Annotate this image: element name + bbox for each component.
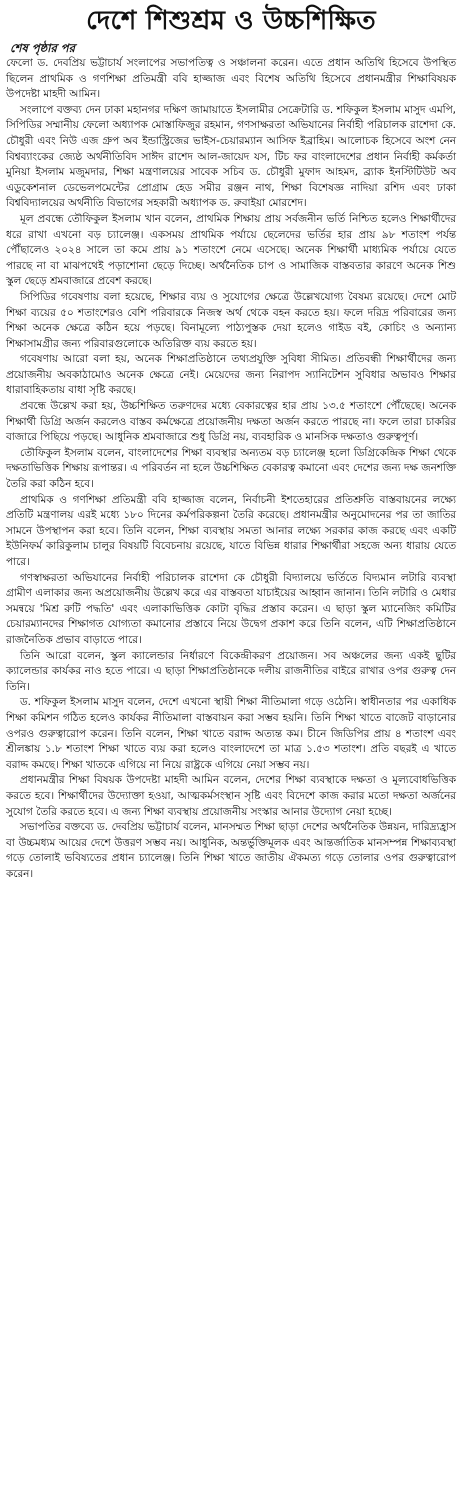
article-paragraph: প্রবন্ধে উল্লেখ করা হয়, উচ্চশিক্ষিত তরুণদের মধ্যে বেকারত্বের হার প্রায় ১৩.৫ শতাংশে পৌঁছেছে। অনেক শিক্ষার্থী ডিগ্রি অর্জন করলেও বাস্তব কর্মক্ষেত্রে প্রয়োজনীয় দক্ষতা অর্জন করতে পারছে না। ফলে তারা চাকরির বাজারে পিছিয়ে পড়ছে। আধুনিক শ্রমবাজারে শুধু ডিগ্রি নয়, ব্যবহারিক ও মানসিক দক্ষতাও গুরুত্বপূর্ণ। <box>6 400 456 444</box>
article-body <box>6 56 456 882</box>
article-paragraph: প্রধানমন্ত্রীর শিক্ষা বিষয়ক উপদেষ্টা মাহদী আমিন বলেন, দেশের শিক্ষা ব্যবস্থাকে দক্ষতা ও মূল্যবোধভিত্তিক করতে হবে। শিক্ষার্থীদের উদ্যোক্তা হওয়া, আত্মকর্মসংস্থান সৃষ্টি এবং বিদেশে কাজ করার মতো দক্ষতা অর্জনের সুযোগ তৈরি করতে হবে। এ জন্য শিক্ষা ব্যবস্থায় প্রয়োজনীয় সংস্কার আনার উদ্যোগ নেয়া হচ্ছে। <box>6 774 456 818</box>
article-paragraph: গবেষণায় আরো বলা হয়, অনেক শিক্ষাপ্রতিষ্ঠানে তথ্যপ্রযুক্তি সুবিধা সীমিত। প্রতিবন্ধী শিক্ষার্থীদের জন্য প্রয়োজনীয় অবকাঠামোও অনেক ক্ষেত্রে নেই। মেয়েদের জন্য নিরাপদ স্যানিটেশন সুবিধার অভাবও শিক্ষার ধারাবাহিকতায় বাধা সৃষ্টি করছে। <box>6 353 456 397</box>
article-paragraph: সংলাপে বক্তব্য দেন ঢাকা মহানগর দক্ষিণ জামায়াতে ইসলামীর সেক্রেটারি ড. শফিকুল ইসলাম মাসুদ এমপি, সিপিডির সম্মানীয় ফেলো অধ্যাপক মোস্তাফিজুর রহমান, গণসাক্ষরতা অভিযানের নির্বাহী পরিচালক রাশেদা কে. চৌধুরী এবং নিউ এজ গ্রুপ অব ইন্ডাস্ট্রিজের ভাইস-চেয়ারম্যান আসিফ ইব্রাহিম। আলোচক হিসেবে অংশ নেন বিশ্বব্যাংকের জ্যেষ্ঠ অর্থনীতিবিদ সাঈদ রাশেদ আল-জায়েদ যস, টিচ ফর বাংলাদেশের প্রধান নির্বাহী কর্মকর্তা মুনিয়া ইসলাম মজুমদার, শিক্ষা মন্ত্রণালয়ের সাবেক সচিব ড. চৌধুরী মুফাদ আহমদ, ব্র্যাক ইনস্টিটিউট অব এডুকেশনাল ডেভেলপমেন্টের প্রোগ্রাম হেড সমীর রঞ্জন নাথ, শিক্ষা বিশেষজ্ঞ নাদিয়া রশিদ এবং ঢাকা বিশ্ববিদ্যালয়ের অর্থনীতি বিভাগের সহকারী অধ্যাপক ড. রুবাইয়া মোরশেদ। <box>6 103 456 210</box>
article-paragraph: ফেলো ড. দেবপ্রিয় ভট্টাচার্য সংলাপের সভাপতিত্ব ও সঞ্চালনা করেন। এতে প্রধান অতিথি হিসেবে উপস্থিত ছিলেন প্রাথমিক ও গণশিক্ষা প্রতিমন্ত্রী ববি হাজ্জাজ এবং বিশেষ অতিথি হিসেবে প্রধানমন্ত্রীর শিক্ষাবিষয়ক উপদেষ্টা মাহদী আমিন। <box>6 57 456 101</box>
article-paragraph: তিনি আরো বলেন, স্কুল ক্যালেন্ডার নির্ধারণে বিকেন্দ্রীকরণ প্রয়োজন। সব অঞ্চলের জন্য একই ছুটির ক্যালেন্ডার কার্যকর নাও হতে পারে। এ ছাড়া শিক্ষাপ্রতিষ্ঠানকে দলীয় রাজনীতির বাইরে রাখার ওপর গুরুত্ব দেন তিনি। <box>6 649 456 693</box>
article-paragraph: তৌফিকুল ইসলাম বলেন, বাংলাদেশের শিক্ষা ব্যবস্থার অন্যতম বড় চ্যালেঞ্জ হলো ডিগ্রিকেন্দ্রিক শিক্ষা থেকে দক্ষতাভিত্তিক শিক্ষায় রূপান্তর। এ পরিবর্তন না হলে উচ্চশিক্ষিত বেকারত্ব কমানো এবং দেশের জন্য দক্ষ জনশক্তি তৈরি করা কঠিন হবে। <box>6 446 456 491</box>
article-headline: দেশে শিশুশ্রম ও উচ্চশিক্ষিত <box>86 6 376 36</box>
article-paragraph: সভাপতির বক্তব্যে ড. দেবপ্রিয় ভট্টাচার্য বলেন, মানসম্মত শিক্ষা ছাড়া দেশের অর্থনৈতিক উন্নয়ন, দারিদ্র্যহ্রাস বা উচ্চমধ্যম আয়ের দেশে উত্তরণ সম্ভব নয়। আধুনিক, অন্তর্ভুক্তিমূলক এবং আন্তর্জাতিক মানসম্পন্ন শিক্ষাব্যবস্থা গড়ে তোলাই ভবিষ্যতের প্রধান চ্যালেঞ্জ। তিনি শিক্ষা খাতে জাতীয় ঐকমত্য গড়ে তোলার ওপর গুরুত্বারোপ করেন। <box>6 821 456 880</box>
article-paragraph: ড. শফিকুল ইসলাম মাসুদ বলেন, দেশে এখনো স্থায়ী শিক্ষা নীতিমালা গড়ে ওঠেনি। স্বাধীনতার পর একাধিক শিক্ষা কমিশন গঠিত হলেও কার্যকর নীতিমালা বাস্তবায়ন করা সম্ভব হয়নি। তিনি শিক্ষা খাতে বাজেট বাড়ানোর ওপরও গুরুত্বারোপ করেন। তিনি বলেন, শিক্ষা খাতে বরাদ্দ অত্যন্ত কম। চীনে জিডিপির প্রায় ৪ শতাংশ এবং শ্রীলঙ্কায় ১.৮ শতাংশ শিক্ষা খাতে ব্যয় করা হলেও বাংলাদেশে তা মাত্র ১.৫৩ শতাংশ। প্রতি বছরই এ খাতে বরাদ্দ কমছে। শিক্ষা খাতকে এগিয়ে না নিয়ে রাষ্ট্রকে এগিয়ে নেয়া সম্ভব নয়। <box>6 696 456 771</box>
continued-from-label: শেষ পৃষ্ঠার পর <box>10 41 75 55</box>
article-paragraph: সিপিডির গবেষণায় বলা হয়েছে, শিক্ষার ব্যয় ও সুযোগের ক্ষেত্রে উল্লেখযোগ্য বৈষম্য রয়েছে। দেশে মোট শিক্ষা ব্যয়ের ৫০ শতাংশেরও বেশি পরিবারকে নিজস্ব অর্থ থেকে বহন করতে হয়। ফলে দরিদ্র পরিবারের জন্য শিক্ষা অনেক ক্ষেত্রে কঠিন হয়ে পড়ছে। বিনামূল্যে পাঠ্যপুস্তক দেয়া হলেও গাইড বই, কোচিং ও অন্যান্য শিক্ষাসামগ্রীর জন্য পরিবারগুলোকে অতিরিক্ত ব্যয় করতে হয়। <box>6 290 456 350</box>
article-paragraph: প্রাথমিক ও গণশিক্ষা প্রতিমন্ত্রী ববি হাজ্জাজ বলেন, নির্বাচনী ইশতেহারের প্রতিশ্রুতি বাস্তবায়নের লক্ষ্যে প্রতিটি মন্ত্রণালয় এরই মধ্যে ১৮০ দিনের কর্মপরিকল্পনা তৈরি করেছে। প্রধানমন্ত্রীর অনুমোদনের পর তা জাতির সামনে উপস্থাপন করা হবে। তিনি বলেন, শিক্ষা ব্যবস্থায় সমতা আনার লক্ষ্যে সরকার কাজ করছে এবং একটি ইউনিফর্ম কারিকুলাম চালুর বিষয়টি বিবেচনায় রয়েছে, যাতে বিভিন্ন ধারার শিক্ষার্থীরা সহজে অন্য ধারায় যেতে পারে। <box>6 493 456 568</box>
article-paragraph: মূল প্রবন্ধে তৌফিকুল ইসলাম খান বলেন, প্রাথমিক শিক্ষায় প্রায় সর্বজনীন ভর্তি নিশ্চিত হলেও শিক্ষার্থীদের ধরে রাখা এখনো বড় চ্যালেঞ্জ। একসময় প্রাথমিক পর্যায়ে ছেলেদের ভর্তির হার প্রায় ৯৮ শতাংশ পর্যন্ত পৌঁছালেও ২০২৪ সালে তা কমে প্রায় ৯১ শতাংশে নেমে এসেছে। অনেক শিক্ষার্থী মাধ্যমিক পর্যায়ে যেতে পারছে না বা মাঝপথেই পড়াশোনা ছেড়ে দিচ্ছে। অর্থনৈতিক চাপ ও সামাজিক বাস্তবতার কারণে অনেক শিশু স্কুল ছেড়ে শ্রমবাজারে প্রবেশ করছে। <box>6 212 456 288</box>
article-paragraph: গণস্বাক্ষরতা অভিযানের নির্বাহী পরিচালক রাশেদা কে চৌধুরী বিদ্যালয়ে ভর্তিতে বিদ্যমান লটারি ব্যবস্থা গ্রামীণ এলাকার জন্য অপ্রয়োজনীয় উল্লেখ করে এর বাস্তবতা যাচাইয়ের আহ্বান জানান। তিনি লটারি ও মেধার সমন্বয়ে 'মিশ্র রুটি পদ্ধতি' এবং এলাকাভিত্তিক কোটা বৃদ্ধির প্রস্তাব করেন। এ ছাড়া স্কুল ম্যানেজিং কমিটির চেয়ারম্যানদের শিক্ষাগত যোগ্যতা কমানোর প্রস্তাবে নিয়ে উদ্বেগ প্রকাশ করে তিনি বলেন, এটি শিক্ষাপ্রতিষ্ঠানে রাজনৈতিক প্রভাব বাড়াতে পারে। <box>6 571 456 646</box>
